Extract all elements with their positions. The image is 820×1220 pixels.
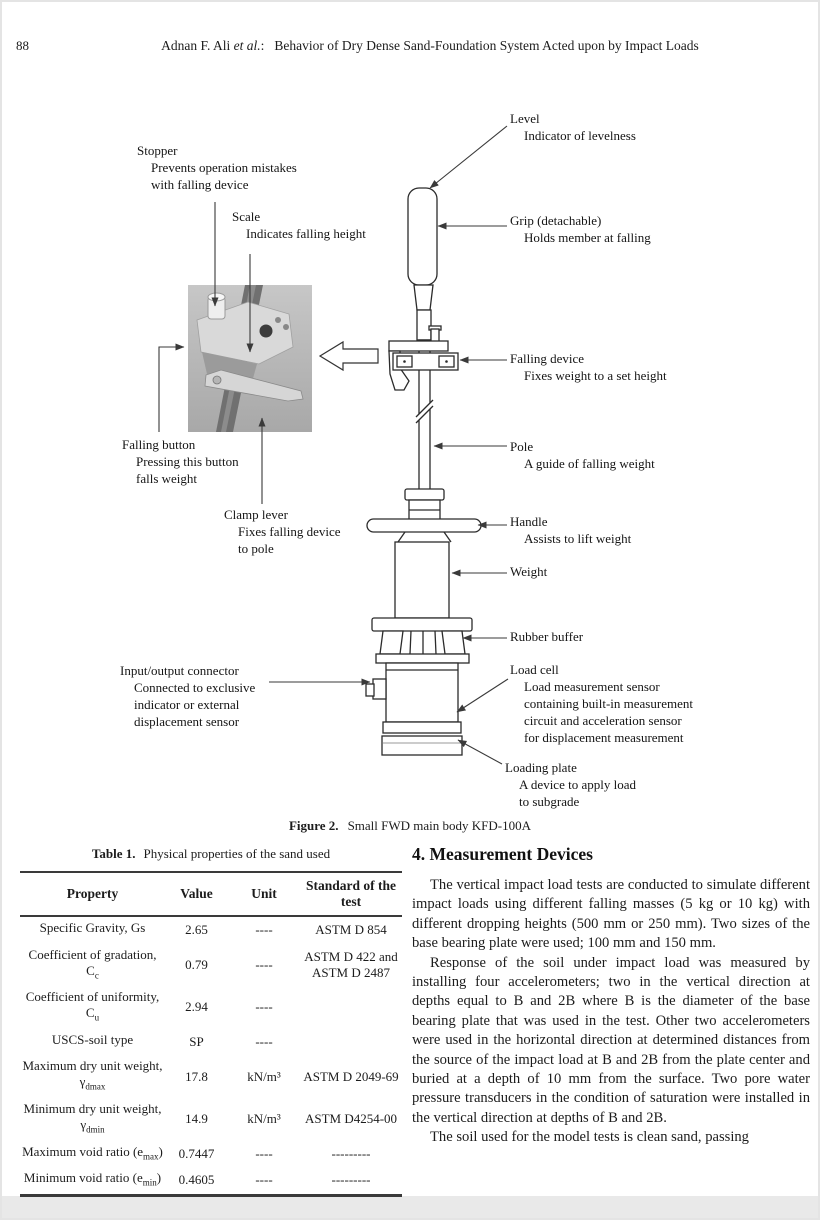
- label-desc: Indicates falling height: [246, 226, 366, 241]
- col-header-standard: Standard of the test: [300, 872, 402, 916]
- running-head: [62, 38, 798, 54]
- arrow-falling-button: [159, 347, 184, 432]
- label-scale: [232, 208, 366, 242]
- label-desc: to subgrade: [519, 794, 580, 809]
- paragraph: The soil used for the model tests is clean sand, passing: [430, 1129, 749, 1146]
- label-clamp-lever: [224, 506, 341, 557]
- label-weight: [510, 563, 547, 580]
- figure-caption: [2, 818, 818, 834]
- cell-standard: ---------: [331, 1172, 371, 1188]
- table-row: [20, 1029, 402, 1056]
- cell-unit: kN/m³: [247, 1111, 281, 1127]
- label-desc: Indicator of levelness: [524, 128, 636, 143]
- grip-shape: [408, 188, 437, 285]
- cell-unit: ----: [255, 956, 273, 972]
- table-row: [20, 1098, 402, 1141]
- table-row: [20, 1167, 402, 1195]
- label-desc: circuit and acceleration sensor: [524, 713, 682, 728]
- weight-shape: [395, 542, 449, 618]
- section-heading: 4. Measurement Devices: [412, 844, 593, 864]
- falling-device-photo: [188, 285, 312, 432]
- label-title: Stopper: [137, 143, 178, 158]
- cell-unit: ----: [255, 1034, 273, 1050]
- running-head-title: Behavior of Dry Dense Sand-Foundation System Acted upon by Impact Loads: [274, 38, 699, 53]
- clamp-arm-shape: [389, 351, 409, 390]
- label-loading-plate: [505, 759, 636, 810]
- loading-plate-shape: [382, 736, 462, 755]
- label-desc: indicator or external: [134, 697, 240, 712]
- label-title: Clamp lever: [224, 507, 288, 522]
- cell-standard: ASTM D4254-00: [304, 1111, 398, 1127]
- label-title: Falling device: [510, 351, 585, 366]
- cell-standard: ASTM D 854: [315, 922, 387, 938]
- label-desc: to pole: [238, 541, 274, 556]
- cell-standard: ASTM D 422 and ASTM D 2487: [304, 948, 398, 980]
- cell-property: Minimum dry unit weight, $\gamma_{dmin}$: [23, 1100, 162, 1135]
- label-load-cell: [510, 661, 693, 746]
- cell-value: 17.8: [185, 1068, 208, 1084]
- label-desc: with falling device: [151, 177, 249, 192]
- cell-value: 0.7447: [178, 1145, 215, 1161]
- cell-standard: [300, 1029, 402, 1056]
- arrow-level: [430, 126, 507, 188]
- label-falling-button: [122, 436, 239, 487]
- io-connector-shape: [373, 679, 386, 699]
- paragraph: The vertical impact load tests are conducted to simulate different impact loads using different falling masses (5 kg or 10 kg) with different dropping heights (500 mm or 250 mm). Two sizes of the base bearing plate were used; 100 mm and 150 mm.: [412, 877, 810, 952]
- running-head-colon: :: [260, 38, 265, 53]
- page-number: 88: [16, 38, 29, 53]
- label-title: Pole: [510, 439, 534, 454]
- section-measurement-devices: [412, 844, 810, 1148]
- arrow-load-cell: [457, 679, 508, 712]
- label-desc: for displacement measurement: [524, 730, 684, 745]
- running-head-author: Adnan F. Ali: [161, 38, 234, 53]
- label-title: Handle: [510, 514, 548, 529]
- cell-property: Maximum void ratio $(e_{max})$: [22, 1143, 163, 1162]
- paragraph: Response of the soil under impact load was measured by installing four accelerometers; two in the vertical direction at depths equal to B and 2B where B is the diameter of the base bearing plate that was used in the test. Other two accelerometers were used in the horizontal direction at determined distances from the source of the impact load at B and 2B from the plate center and buried at a depth of 10 mm from the surface. Two pore water pressure transducers in the condition of saturation were installed in the vertical direction at depths of B and 2B.: [412, 954, 810, 1126]
- cell-property: Specific Gravity, Gs: [39, 920, 146, 935]
- label-desc: Assists to lift weight: [524, 531, 632, 546]
- photo-pointer-block-arrow: [320, 342, 378, 370]
- label-title: Falling button: [122, 437, 196, 452]
- rubber-buffer-shape: [380, 631, 403, 654]
- photo-stopper-button: [208, 297, 225, 319]
- handle-shape: [367, 519, 481, 532]
- running-head-etal: et al.: [233, 38, 261, 53]
- label-handle: [510, 513, 631, 547]
- cell-property: USCS-soil type: [51, 1031, 134, 1047]
- label-title: Scale: [232, 209, 261, 224]
- table-row: [20, 986, 402, 1029]
- label-desc: containing built-in measurement: [524, 696, 693, 711]
- figure-caption-text: Small FWD main body KFD-100A: [347, 818, 532, 833]
- cell-value: SP: [189, 1034, 204, 1050]
- page-bottom-margin: [2, 1196, 818, 1218]
- cell-standard: [300, 986, 402, 1029]
- label-stopper: [137, 142, 297, 193]
- label-desc: Pressing this button: [136, 454, 239, 469]
- cell-value: 2.65: [185, 922, 208, 938]
- label-desc: Holds member at falling: [524, 230, 651, 245]
- col-header-value: Value: [165, 872, 228, 916]
- cell-property: Coefficient of uniformity, $C_u$: [25, 989, 160, 1023]
- label-desc: Prevents operation mistakes: [151, 160, 297, 175]
- label-title: Loading plate: [505, 760, 577, 775]
- label-title: Grip (detachable): [510, 213, 602, 228]
- table-row: [20, 1141, 402, 1168]
- label-desc: falls weight: [136, 471, 198, 486]
- col-header-property: Property: [20, 872, 165, 916]
- label-title: Load cell: [510, 662, 559, 677]
- cell-unit: ----: [255, 999, 273, 1015]
- cell-unit: kN/m³: [247, 1068, 281, 1084]
- label-desc: Fixes falling device: [238, 524, 341, 539]
- cell-unit: ----: [255, 922, 273, 938]
- label-desc: Connected to exclusive: [134, 680, 256, 695]
- label-rubber-buffer: [510, 628, 583, 645]
- table-row: [20, 916, 402, 944]
- table-1: [20, 846, 402, 1197]
- label-io-connector: [120, 662, 255, 730]
- fwd-device-drawing: [366, 188, 481, 755]
- table-row: [20, 944, 402, 987]
- photo-clamp-lever: [205, 370, 303, 401]
- label-title: Level: [510, 111, 540, 126]
- cell-property: Maximum dry unit weight, $\gamma_{dmax}$: [22, 1058, 163, 1092]
- label-desc: displacement sensor: [134, 714, 240, 729]
- cell-value: 2.94: [185, 999, 208, 1015]
- label-title: Rubber buffer: [510, 629, 584, 644]
- cell-unit: ----: [255, 1145, 273, 1161]
- figure-caption-label: Figure 2.: [288, 818, 339, 833]
- cell-property: Coefficient of gradation, $C_c$: [28, 946, 157, 981]
- cell-value: 0.4605: [178, 1172, 215, 1188]
- label-desc: Fixes weight to a set height: [524, 368, 667, 383]
- col-header-unit: Unit: [228, 872, 300, 916]
- label-desc: A guide of falling weight: [524, 456, 655, 471]
- label-desc: A device to apply load: [519, 777, 636, 792]
- cell-standard: ---------: [331, 1145, 371, 1161]
- label-desc: Load measurement sensor: [524, 679, 660, 694]
- cell-property: Minimum void ratio $(e_{min})$: [23, 1170, 162, 1188]
- cell-standard: ASTM D 2049-69: [303, 1068, 399, 1084]
- table-row: [20, 1055, 402, 1098]
- cell-value: 14.9: [185, 1111, 208, 1127]
- label-grip: [510, 212, 651, 246]
- falling-device-shape: [393, 353, 458, 370]
- label-title: Weight: [510, 564, 548, 579]
- pole-shape: [419, 340, 430, 490]
- label-title: Input/output connector: [120, 663, 239, 678]
- load-cell-shape: [386, 663, 458, 722]
- sand-properties-table: [20, 871, 402, 1197]
- cell-value: 0.79: [185, 956, 208, 972]
- table-caption-text: Physical properties of the sand used: [143, 846, 331, 861]
- table-header-row: [20, 872, 402, 916]
- label-pole: [510, 438, 655, 472]
- table-caption: [20, 846, 402, 862]
- cell-unit: ----: [255, 1172, 273, 1188]
- arrow-loading-plate: [458, 740, 502, 764]
- table-caption-label: Table 1.: [91, 846, 136, 861]
- label-level: [510, 110, 636, 144]
- label-falling-device: [510, 350, 667, 384]
